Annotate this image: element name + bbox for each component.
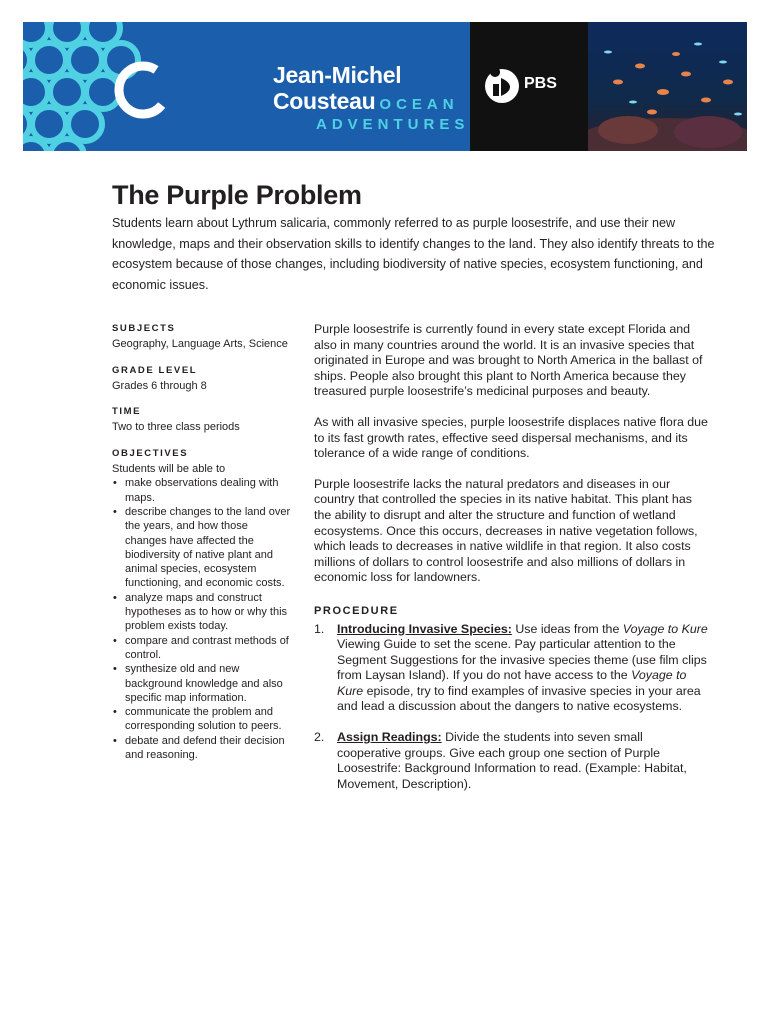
main-content (314, 322, 709, 807)
step-text: Divide the students into seven small cooperative groups. Give each group one section of Purple Loosestrife: Background Information to read. (Example: Habitat, Movement, Description). (337, 730, 687, 791)
procedure-step (314, 730, 709, 792)
procedure-step (314, 622, 709, 716)
objectives-heading: OBJECTIVES (112, 447, 189, 459)
episode-title: Voyage to Kure (622, 621, 708, 636)
page-title: The Purple Problem (112, 180, 362, 210)
list-item: • compare and contrast methods of control. (112, 634, 292, 663)
header-banner (23, 22, 747, 151)
lesson-sidebar (112, 322, 292, 774)
body-paragraph: Purple loosestrife is currently found in every state except Florida and also in many countries around the world. It is an invasive species that originated in Europe and was brought to North America in the ballast of ships. People also brought this plant to North America because they treasured purple loosestrife’s medicinal purposes and beauty. (314, 322, 703, 399)
brand-ocean: OCEAN (379, 96, 459, 113)
objectives-lead: Students will be able to (112, 463, 226, 476)
brand-name-line2 (273, 88, 459, 115)
pbs-wordmark: PBS (524, 75, 557, 92)
body-paragraph: Purple loosestrife lacks the natural predators and diseases in our country that controlled the species in its native habitat. This plant has the ability to disrupt and alter the structure and function of wetland ecosystems. Once this occurs, decreases in native vegetation follows, which leads to decreases in native wildlife in that region. It also costs millions of dollars to control loosestrife and also millions of dollars in economic loss for landowners. (314, 476, 698, 585)
list-item: • synthesize old and new background knowledge and also specific map information. (112, 662, 292, 705)
brand-adventures: ADVENTURES (316, 116, 470, 133)
grade-text: Grades 6 through 8 (112, 379, 207, 392)
body-paragraph: As with all invasive species, purple loosestrife displaces native flora due to its fast growth rates, effective seed dispersal mechanisms, and its tolerance of a wide range of conditions. (314, 414, 708, 461)
intro-paragraph: Students learn about Lythrum salicaria, commonly referred to as purple loosestrife, and use their new knowledge, maps and their observation skills to identify changes to the land. They also identify threats to the ecosystem because of those changes, including biodiversity of native species, ecosystem functioning, and economic issues. (112, 216, 715, 292)
list-item: • make observations dealing with maps. (112, 476, 292, 505)
subjects-text: Geography, Language Arts, Science (112, 338, 288, 351)
grade-section (112, 364, 292, 394)
underwater-photo (588, 22, 747, 151)
brand-name-line1: Jean-Michel (273, 62, 402, 88)
time-section (112, 405, 292, 435)
step-text: Viewing Guide to set the scene. Pay particular attention to the Segment Suggestions for the invasive species theme (use film clips from Laysan Island). If you do not have access to the (337, 637, 707, 683)
step-number: 1. (314, 621, 325, 636)
list-item: • describe changes to the land over the years, and how those changes have affected the biodiversity of native plant and animal species, ecosystem functioning, and economic costs. (112, 505, 292, 591)
step-title: Assign Readings: (337, 730, 442, 745)
step-text: episode, try to find examples of invasive species in your area and lead a discussion about the dangers to native ecosystems. (337, 683, 701, 714)
subjects-section (112, 322, 292, 352)
list-item: • debate and defend their decision and reasoning. (112, 734, 292, 763)
procedure-steps (314, 622, 709, 793)
pbs-logo-icon (484, 68, 520, 104)
wave-rings-graphic (23, 22, 183, 151)
reef-fish-image (588, 22, 747, 151)
logo-panel (23, 22, 470, 151)
subjects-heading: SUBJECTS (112, 323, 176, 334)
list-item: • communicate the problem and corresponding solution to peers. (112, 705, 292, 734)
pbs-panel (470, 22, 588, 151)
brand-cousteau: Cousteau (273, 88, 376, 114)
step-text: Use ideas from the (511, 621, 623, 636)
procedure-heading: PROCEDURE (314, 604, 399, 617)
list-item: • analyze maps and construct hypotheses as to how or why this problem exists today. (112, 591, 292, 634)
objectives-section (112, 447, 292, 763)
objectives-list (112, 476, 292, 762)
episode-title: Voyage to Kure (337, 668, 687, 698)
time-text: Two to three class periods (112, 421, 240, 434)
step-title: Introducing Invasive Species: (337, 621, 512, 636)
time-heading: TIME (112, 406, 142, 418)
grade-heading: GRADE LEVEL (112, 364, 198, 376)
step-number: 2. (314, 730, 325, 745)
